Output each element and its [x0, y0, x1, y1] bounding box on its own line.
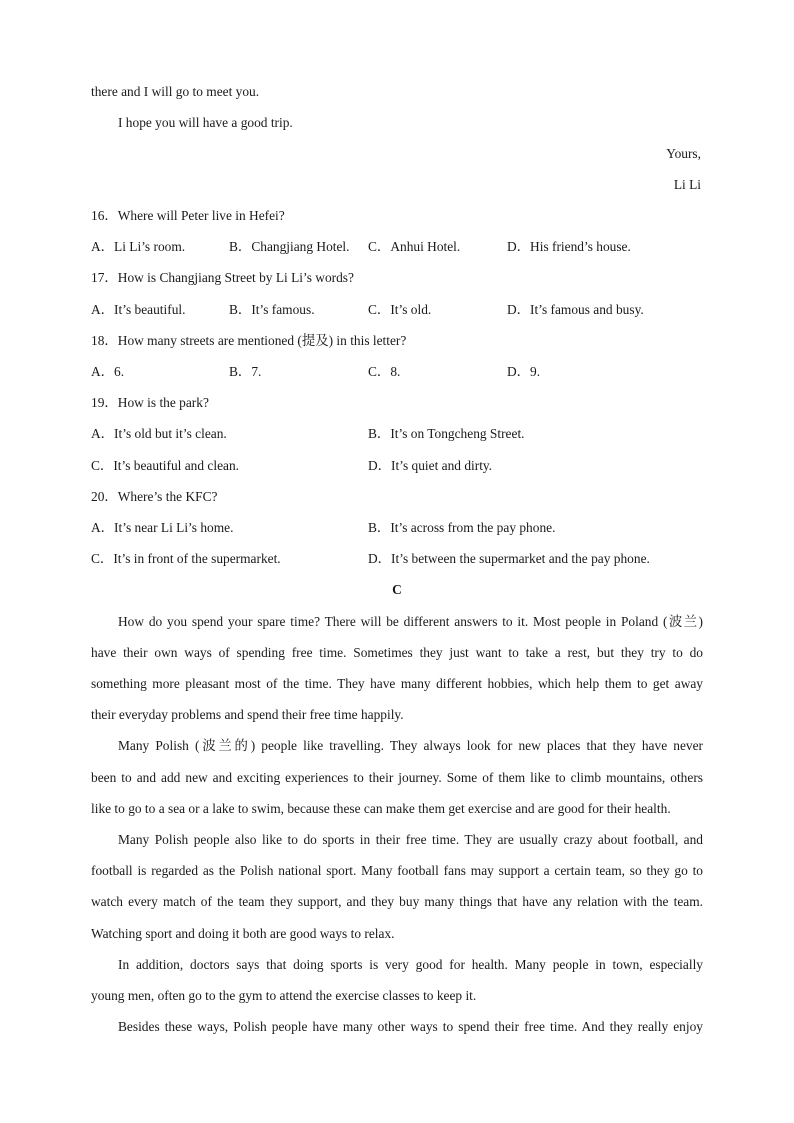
option-d: D．It’s between the supermarket and the pay phone.: [368, 551, 650, 566]
section-heading: C: [392, 582, 402, 597]
option-a: A．It’s beautiful.: [91, 302, 186, 317]
paragraph-line: young men, often go to the gym to attend the exercise classes to keep it.: [91, 988, 477, 1003]
option-b: B．Changjiang Hotel.: [229, 239, 350, 254]
paragraph-line: been to and add new and exciting experiences to their journey. Some of them like to climb mountains, others: [91, 770, 703, 785]
paragraph-line: like to go to a sea or a lake to swim, because these can make them get exercise and are good for their health.: [91, 801, 671, 816]
option-c: C．It’s beautiful and clean.: [91, 458, 239, 473]
letter-signature: Li Li: [673, 177, 701, 192]
option-a: A．6.: [91, 364, 125, 379]
option-d: D．It’s famous and busy.: [507, 302, 644, 317]
question-stem: 17．How is Changjiang Street by Li Li’s words?: [91, 270, 354, 285]
option-c: C．8.: [368, 364, 401, 379]
paragraph-line: In addition, doctors says that doing sports is very good for health. Many people in town, especially: [118, 957, 703, 972]
paragraph-line: watch every match of the team they support, and they buy many things that have any relation with the team.: [91, 894, 703, 909]
option-a: A．It’s near Li Li’s home.: [91, 520, 234, 535]
question-stem: 20．Where’s the KFC?: [91, 489, 218, 504]
paragraph-line: Besides these ways, Polish people have many other ways to spend their free time. And they really enjoy: [118, 1019, 703, 1034]
question-stem: 16．Where will Peter live in Hefei?: [91, 208, 285, 223]
option-b: B．It’s on Tongcheng Street.: [368, 426, 525, 441]
option-b: B．It’s across from the pay phone.: [368, 520, 556, 535]
option-a: A．It’s old but it’s clean.: [91, 426, 227, 441]
letter-line: there and I will go to meet you.: [91, 84, 260, 99]
option-c: C．Anhui Hotel.: [368, 239, 461, 254]
paragraph-line: Watching sport and doing it both are good ways to relax.: [91, 926, 395, 941]
option-d: D．His friend’s house.: [507, 239, 631, 254]
option-c: C．It’s old.: [368, 302, 432, 317]
letter-line: I hope you will have a good trip.: [118, 115, 293, 130]
option-d: D．9.: [507, 364, 541, 379]
question-stem: 19．How is the park?: [91, 395, 209, 410]
option-b: B．It’s famous.: [229, 302, 315, 317]
option-b: B．7.: [229, 364, 262, 379]
paragraph-line: something more pleasant most of the time. They have many different hobbies, which help them to get away: [91, 676, 703, 691]
paragraph-line: How do you spend your spare time? There will be different answers to it. Most people in Poland (波兰): [118, 614, 703, 629]
option-d: D．It’s quiet and dirty.: [368, 458, 493, 473]
paragraph-line: have their own ways of spending free time. Sometimes they just want to take a rest, but they try to do: [91, 645, 703, 660]
paragraph-line: their everyday problems and spend their free time happily.: [91, 707, 404, 722]
paragraph-line: Many Polish people also like to do sports in their free time. They are usually crazy about football, and: [118, 832, 703, 847]
question-stem: 18．How many streets are mentioned (提及) in this letter?: [91, 333, 407, 348]
paragraph-line: Many Polish (波兰的) people like travelling. They always look for new places that they have never: [118, 738, 703, 753]
option-c: C．It’s in front of the supermarket.: [91, 551, 281, 566]
letter-closing: Yours,: [666, 146, 701, 161]
option-a: A．Li Li’s room.: [91, 239, 186, 254]
paragraph-line: football is regarded as the Polish national sport. Many football fans may support a certain team, so they go to: [91, 863, 703, 878]
